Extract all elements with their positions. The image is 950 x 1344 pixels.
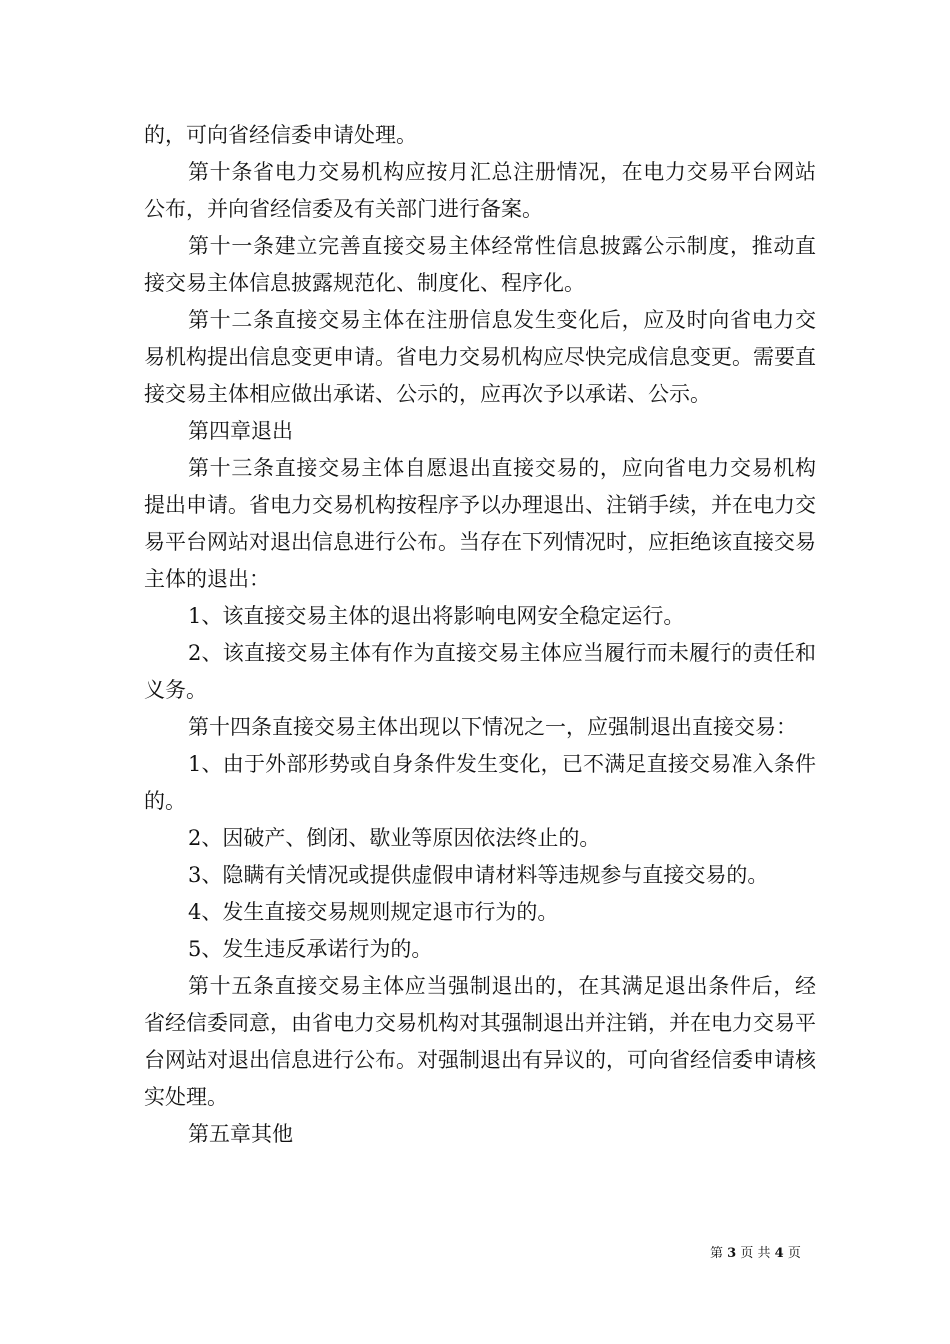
chapter-5-heading: 第五章其他: [188, 1122, 293, 1146]
article-15: 第十五条直接交易主体应当强制退出的，在其满足退出条件后，经省经信委同意，由省电力交易机构对其强制退出并注销，并在电力交易平台网站对退出信息进行公布。对强制退出有异议的，可向省经信委申请核实处理。: [144, 974, 816, 1109]
article-14-item-1: 1、由于外部形势或自身条件发生变化，已不满足直接交易准入条件的。: [144, 752, 816, 813]
document-body: [144, 117, 816, 1153]
chapter-4-heading: 第四章退出: [188, 419, 293, 443]
footer-middle: 页 共: [740, 1246, 771, 1261]
article-10: 第十条省电力交易机构应按月汇总注册情况，在电力交易平台网站公布，并向省经信委及有关部门进行备案。: [144, 160, 816, 221]
footer-suffix: 页: [787, 1246, 801, 1261]
total-pages-number: 4: [774, 1246, 784, 1261]
article-14-item-4: 4、发生直接交易规则规定退市行为的。: [188, 900, 559, 924]
current-page-number: 3: [727, 1246, 737, 1261]
article-13-item-1: 1、该直接交易主体的退出将影响电网安全稳定运行。: [188, 604, 685, 628]
article-14-item-2: 2、因破产、倒闭、歇业等原因依法终止的。: [188, 826, 601, 850]
article-14-item-3: 3、隐瞒有关情况或提供虚假申请材料等违规参与直接交易的。: [188, 863, 769, 887]
article-13: 第十三条直接交易主体自愿退出直接交易的，应向省电力交易机构提出申请。省电力交易机构按程序予以办理退出、注销手续，并在电力交易平台网站对退出信息进行公布。当存在下列情况时，应拒绝该直接交易主体的退出：: [144, 456, 816, 591]
article-12: 第十二条直接交易主体在注册信息发生变化后，应及时向省电力交易机构提出信息变更申请。省电力交易机构应尽快完成信息变更。需要直接交易主体相应做出承诺、公示的，应再次予以承诺、公示。: [144, 308, 816, 406]
article-14: 第十四条直接交易主体出现以下情况之一，应强制退出直接交易：: [188, 715, 797, 739]
paragraph-continuation: 的，可向省经信委申请处理。: [144, 123, 417, 147]
article-13-item-2: 2、该直接交易主体有作为直接交易主体应当履行而未履行的责任和义务。: [144, 641, 816, 702]
article-14-item-5: 5、发生违反承诺行为的。: [188, 937, 433, 961]
footer-prefix: 第: [710, 1246, 724, 1261]
page-number-footer: [710, 1246, 820, 1262]
article-11: 第十一条建立完善直接交易主体经常性信息披露公示制度，推动直接交易主体信息披露规范化、制度化、程序化。: [144, 234, 816, 295]
